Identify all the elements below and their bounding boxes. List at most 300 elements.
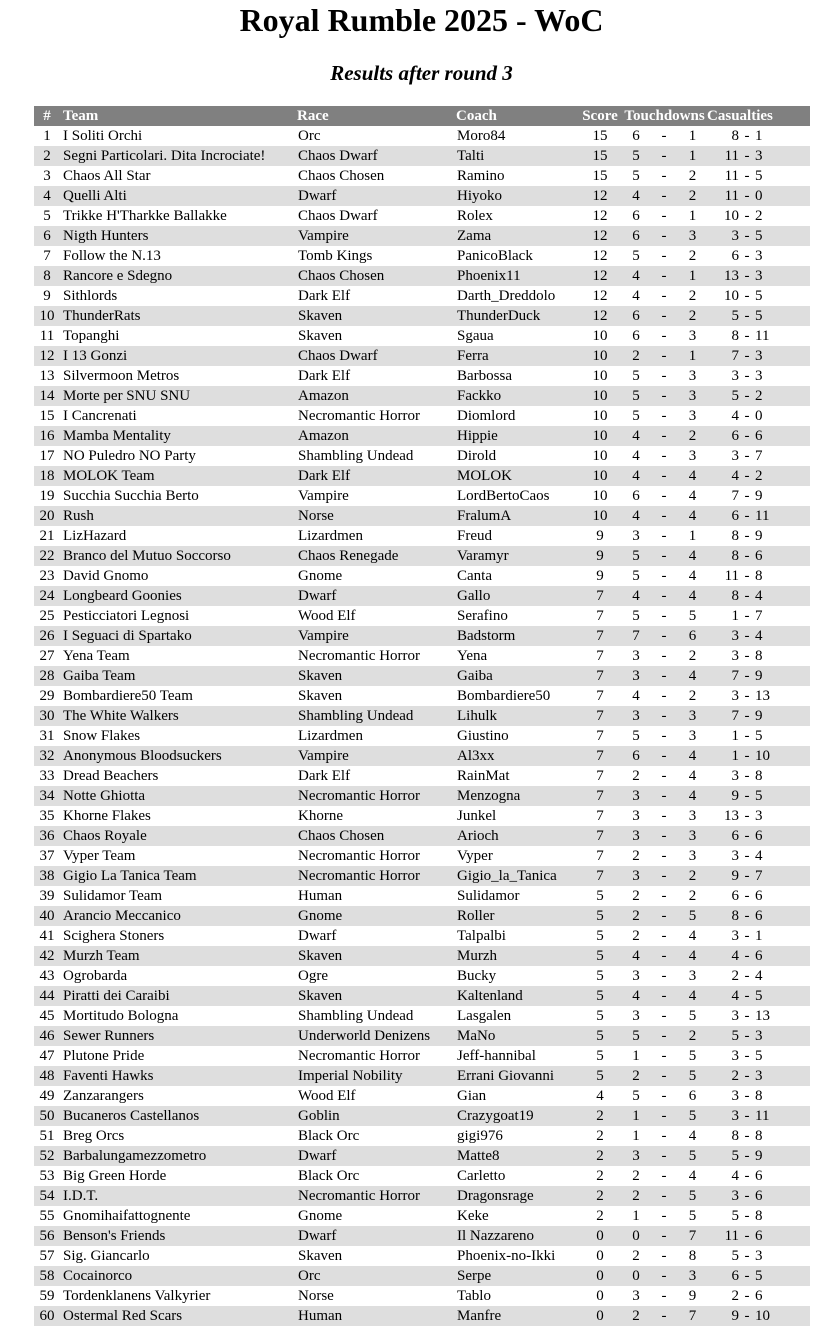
race-cell: Vampire xyxy=(298,628,349,644)
touchdowns-against-cell: 4 xyxy=(688,508,697,524)
score-cell: 9 xyxy=(596,568,604,584)
casualties-against-cell: 9 xyxy=(755,528,763,544)
touchdowns-against-cell: 1 xyxy=(688,348,697,364)
score-cell: 15 xyxy=(592,148,608,164)
touchdowns-separator: - xyxy=(661,268,667,284)
race-cell: Shambling Undead xyxy=(298,448,414,464)
coach-cell: Talti xyxy=(457,148,485,164)
header-touchdowns: Touchdowns xyxy=(624,107,705,124)
touchdowns-against-cell: 4 xyxy=(688,748,697,764)
casualties-against-cell: 3 xyxy=(755,348,763,364)
touchdowns-separator: - xyxy=(661,428,667,444)
touchdowns-separator: - xyxy=(661,628,667,644)
touchdowns-against-cell: 4 xyxy=(688,668,697,684)
team-cell: Big Green Horde xyxy=(63,1168,167,1184)
casualties-separator: - xyxy=(744,908,750,924)
touchdowns-for-cell: 5 xyxy=(632,408,640,424)
casualties-for-cell: 4 xyxy=(731,1168,740,1184)
team-cell: Murzh Team xyxy=(63,948,140,964)
table-row xyxy=(34,606,810,626)
touchdowns-against-cell: 5 xyxy=(688,1208,697,1224)
touchdowns-separator: - xyxy=(661,1268,667,1284)
touchdowns-against-cell: 5 xyxy=(688,1068,697,1084)
coach-cell: Gian xyxy=(457,1088,487,1104)
rank-cell: 42 xyxy=(39,948,55,964)
casualties-for-cell: 5 xyxy=(731,308,740,324)
race-cell: Chaos Dwarf xyxy=(298,348,378,364)
coach-cell: LordBertoCaos xyxy=(457,488,550,504)
team-cell: Pesticciatori Legnosi xyxy=(63,608,190,624)
touchdowns-for-cell: 2 xyxy=(632,1308,640,1324)
race-cell: Orc xyxy=(298,1268,321,1284)
touchdowns-for-cell: 4 xyxy=(632,448,640,464)
touchdowns-for-cell: 4 xyxy=(632,468,640,484)
coach-cell: MOLOK xyxy=(457,468,512,484)
casualties-separator: - xyxy=(744,948,750,964)
rank-cell: 54 xyxy=(39,1188,55,1204)
casualties-separator: - xyxy=(744,1268,750,1284)
table-row xyxy=(34,1126,810,1146)
touchdowns-for-cell: 0 xyxy=(632,1228,640,1244)
touchdowns-separator: - xyxy=(661,848,667,864)
results-table xyxy=(34,106,810,1326)
team-cell: Bucaneros Castellanos xyxy=(63,1108,200,1124)
casualties-against-cell: 6 xyxy=(755,1228,763,1244)
casualties-for-cell: 7 xyxy=(731,668,740,684)
score-cell: 9 xyxy=(596,528,604,544)
table-row xyxy=(34,1146,810,1166)
table-row xyxy=(34,706,810,726)
table-row xyxy=(34,426,810,446)
score-cell: 2 xyxy=(596,1168,604,1184)
casualties-for-cell: 8 xyxy=(731,908,740,924)
team-cell: Breg Orcs xyxy=(63,1128,125,1144)
table-row xyxy=(34,446,810,466)
race-cell: Shambling Undead xyxy=(298,1008,414,1024)
casualties-separator: - xyxy=(744,1188,750,1204)
touchdowns-for-cell: 7 xyxy=(632,628,640,644)
touchdowns-separator: - xyxy=(661,948,667,964)
score-cell: 5 xyxy=(596,1048,604,1064)
touchdowns-against-cell: 4 xyxy=(688,588,697,604)
score-cell: 7 xyxy=(596,788,604,804)
touchdowns-against-cell: 4 xyxy=(688,468,697,484)
casualties-against-cell: 1 xyxy=(755,928,763,944)
team-cell: Nigth Hunters xyxy=(63,228,149,244)
score-cell: 5 xyxy=(596,1028,604,1044)
team-cell: The White Walkers xyxy=(63,708,179,724)
casualties-for-cell: 13 xyxy=(724,268,740,284)
coach-cell: Serafino xyxy=(457,608,508,624)
coach-cell: Matte8 xyxy=(457,1148,500,1164)
header-casualties: Casualties xyxy=(707,107,773,124)
touchdowns-for-cell: 3 xyxy=(632,708,640,724)
touchdowns-for-cell: 5 xyxy=(632,548,640,564)
rank-cell: 26 xyxy=(39,628,55,644)
casualties-against-cell: 7 xyxy=(755,868,763,884)
touchdowns-against-cell: 2 xyxy=(688,868,697,884)
touchdowns-against-cell: 3 xyxy=(688,808,697,824)
casualties-separator: - xyxy=(744,1008,750,1024)
rank-cell: 59 xyxy=(39,1288,55,1304)
casualties-against-cell: 5 xyxy=(755,788,763,804)
table-row xyxy=(34,1186,810,1206)
casualties-separator: - xyxy=(744,188,750,204)
team-cell: Chaos All Star xyxy=(63,168,151,184)
team-cell: Silvermoon Metros xyxy=(63,368,180,384)
coach-cell: Badstorm xyxy=(457,628,516,644)
score-cell: 7 xyxy=(596,848,604,864)
table-row xyxy=(34,866,810,886)
touchdowns-against-cell: 7 xyxy=(688,1228,697,1244)
header-rank: # xyxy=(43,107,51,124)
rank-cell: 33 xyxy=(39,768,55,784)
coach-cell: Talpalbi xyxy=(457,928,506,944)
score-cell: 7 xyxy=(596,588,604,604)
team-cell: Segni Particolari. Dita Incrociate! xyxy=(63,148,266,164)
score-cell: 0 xyxy=(596,1308,604,1324)
table-row xyxy=(34,966,810,986)
race-cell: Chaos Chosen xyxy=(298,828,385,844)
race-cell: Skaven xyxy=(298,948,343,964)
team-cell: Sithlords xyxy=(63,288,118,304)
rank-cell: 18 xyxy=(39,468,55,484)
casualties-against-cell: 2 xyxy=(755,208,763,224)
table-row xyxy=(34,506,810,526)
casualties-against-cell: 10 xyxy=(755,748,771,764)
touchdowns-for-cell: 6 xyxy=(632,208,640,224)
casualties-for-cell: 3 xyxy=(731,1008,740,1024)
casualties-separator: - xyxy=(744,1108,750,1124)
casualties-separator: - xyxy=(744,788,750,804)
casualties-against-cell: 13 xyxy=(755,1008,771,1024)
table-row xyxy=(34,546,810,566)
casualties-for-cell: 6 xyxy=(731,508,740,524)
race-cell: Orc xyxy=(298,128,321,144)
rank-cell: 6 xyxy=(43,228,51,244)
casualties-for-cell: 7 xyxy=(731,708,740,724)
team-cell: Yena Team xyxy=(63,648,130,664)
touchdowns-for-cell: 6 xyxy=(632,128,640,144)
casualties-against-cell: 3 xyxy=(755,808,763,824)
rank-cell: 27 xyxy=(39,648,55,664)
race-cell: Skaven xyxy=(298,688,343,704)
casualties-separator: - xyxy=(744,608,750,624)
casualties-against-cell: 5 xyxy=(755,1268,763,1284)
race-cell: Black Orc xyxy=(298,1168,360,1184)
score-cell: 10 xyxy=(592,508,608,524)
touchdowns-against-cell: 2 xyxy=(688,648,697,664)
team-cell: Dread Beachers xyxy=(63,768,159,784)
race-cell: Skaven xyxy=(298,328,343,344)
rank-cell: 11 xyxy=(39,328,55,344)
rank-cell: 9 xyxy=(43,288,51,304)
touchdowns-for-cell: 4 xyxy=(632,948,640,964)
table-row xyxy=(34,386,810,406)
score-cell: 7 xyxy=(596,728,604,744)
coach-cell: Canta xyxy=(457,568,492,584)
touchdowns-separator: - xyxy=(661,1208,667,1224)
touchdowns-separator: - xyxy=(661,188,667,204)
casualties-separator: - xyxy=(744,368,750,384)
touchdowns-against-cell: 3 xyxy=(688,848,697,864)
touchdowns-separator: - xyxy=(661,1308,667,1324)
casualties-for-cell: 9 xyxy=(731,1308,740,1324)
race-cell: Lizardmen xyxy=(298,728,363,744)
score-cell: 0 xyxy=(596,1288,604,1304)
table-row xyxy=(34,786,810,806)
touchdowns-against-cell: 4 xyxy=(688,768,697,784)
table-row xyxy=(34,986,810,1006)
touchdowns-separator: - xyxy=(661,1068,667,1084)
race-cell: Human xyxy=(298,888,343,904)
score-cell: 7 xyxy=(596,608,604,624)
casualties-for-cell: 4 xyxy=(731,988,740,1004)
casualties-for-cell: 3 xyxy=(731,1188,740,1204)
casualties-against-cell: 3 xyxy=(755,1068,763,1084)
score-cell: 7 xyxy=(596,628,604,644)
coach-cell: PanicoBlack xyxy=(457,248,533,264)
race-cell: Skaven xyxy=(298,988,343,1004)
touchdowns-against-cell: 9 xyxy=(688,1288,697,1304)
score-cell: 2 xyxy=(596,1128,604,1144)
page-title: Royal Rumble 2025 - WoC xyxy=(239,2,604,38)
coach-cell: gigi976 xyxy=(457,1128,503,1144)
casualties-for-cell: 2 xyxy=(731,1288,740,1304)
rank-cell: 39 xyxy=(39,888,55,904)
touchdowns-against-cell: 4 xyxy=(688,488,697,504)
score-cell: 7 xyxy=(596,748,604,764)
casualties-separator: - xyxy=(744,248,750,264)
team-cell: Ostermal Red Scars xyxy=(63,1308,183,1324)
casualties-separator: - xyxy=(744,668,750,684)
casualties-against-cell: 3 xyxy=(755,1028,763,1044)
coach-cell: Murzh xyxy=(457,948,497,964)
touchdowns-for-cell: 5 xyxy=(632,608,640,624)
team-cell: I Cancrenati xyxy=(63,408,137,424)
casualties-separator: - xyxy=(744,448,750,464)
table-row xyxy=(34,566,810,586)
touchdowns-against-cell: 3 xyxy=(688,228,697,244)
score-cell: 12 xyxy=(592,228,608,244)
touchdowns-separator: - xyxy=(661,468,667,484)
coach-cell: Ferra xyxy=(457,348,489,364)
casualties-against-cell: 7 xyxy=(755,608,763,624)
rank-cell: 23 xyxy=(39,568,55,584)
touchdowns-separator: - xyxy=(661,608,667,624)
touchdowns-against-cell: 3 xyxy=(688,388,697,404)
casualties-against-cell: 5 xyxy=(755,1048,763,1064)
casualties-against-cell: 3 xyxy=(755,268,763,284)
casualties-against-cell: 1 xyxy=(755,128,763,144)
team-cell: MOLOK Team xyxy=(63,468,155,484)
score-cell: 5 xyxy=(596,888,604,904)
touchdowns-separator: - xyxy=(661,1188,667,1204)
casualties-against-cell: 8 xyxy=(755,648,763,664)
table-row xyxy=(34,1066,810,1086)
team-cell: Faventi Hawks xyxy=(63,1068,154,1084)
casualties-separator: - xyxy=(744,708,750,724)
coach-cell: Gigio_la_Tanica xyxy=(457,868,557,884)
touchdowns-for-cell: 4 xyxy=(632,588,640,604)
touchdowns-against-cell: 3 xyxy=(688,728,697,744)
rank-cell: 16 xyxy=(39,428,55,444)
race-cell: Human xyxy=(298,1308,343,1324)
table-row xyxy=(34,266,810,286)
team-cell: Branco del Mutuo Soccorso xyxy=(63,548,231,564)
race-cell: Ogre xyxy=(298,968,328,984)
score-cell: 12 xyxy=(592,248,608,264)
race-cell: Chaos Renegade xyxy=(298,548,399,564)
team-cell: NO Puledro NO Party xyxy=(63,448,196,464)
table-row xyxy=(34,1226,810,1246)
team-cell: Arancio Meccanico xyxy=(63,908,181,924)
casualties-for-cell: 3 xyxy=(731,1088,740,1104)
coach-cell: Gaiba xyxy=(457,668,493,684)
table-row xyxy=(34,746,810,766)
touchdowns-for-cell: 2 xyxy=(632,1188,640,1204)
coach-cell: Hiyoko xyxy=(457,188,502,204)
casualties-for-cell: 2 xyxy=(731,1068,740,1084)
touchdowns-against-cell: 5 xyxy=(688,608,697,624)
casualties-separator: - xyxy=(744,928,750,944)
touchdowns-for-cell: 3 xyxy=(632,868,640,884)
score-cell: 7 xyxy=(596,828,604,844)
table-row xyxy=(34,1026,810,1046)
race-cell: Vampire xyxy=(298,488,349,504)
race-cell: Norse xyxy=(298,508,334,524)
rank-cell: 7 xyxy=(43,248,51,264)
touchdowns-for-cell: 2 xyxy=(632,1168,640,1184)
touchdowns-separator: - xyxy=(661,648,667,664)
touchdowns-for-cell: 3 xyxy=(632,1148,640,1164)
casualties-separator: - xyxy=(744,548,750,564)
touchdowns-separator: - xyxy=(661,368,667,384)
touchdowns-against-cell: 2 xyxy=(688,308,697,324)
casualties-against-cell: 9 xyxy=(755,668,763,684)
casualties-for-cell: 5 xyxy=(731,1148,740,1164)
coach-cell: ThunderDuck xyxy=(457,308,541,324)
race-cell: Chaos Dwarf xyxy=(298,208,378,224)
coach-cell: MaNo xyxy=(457,1028,496,1044)
touchdowns-for-cell: 4 xyxy=(632,288,640,304)
casualties-against-cell: 6 xyxy=(755,548,763,564)
rank-cell: 22 xyxy=(39,548,55,564)
casualties-for-cell: 1 xyxy=(731,728,740,744)
touchdowns-separator: - xyxy=(661,488,667,504)
casualties-separator: - xyxy=(744,1208,750,1224)
table-row xyxy=(34,286,810,306)
team-cell: Longbeard Goonies xyxy=(63,588,182,604)
casualties-for-cell: 4 xyxy=(731,468,740,484)
casualties-separator: - xyxy=(744,148,750,164)
touchdowns-against-cell: 5 xyxy=(688,1048,697,1064)
score-cell: 5 xyxy=(596,928,604,944)
score-cell: 5 xyxy=(596,968,604,984)
rank-cell: 40 xyxy=(39,908,55,924)
touchdowns-against-cell: 6 xyxy=(688,628,697,644)
score-cell: 2 xyxy=(596,1208,604,1224)
casualties-against-cell: 0 xyxy=(755,188,763,204)
race-cell: Dwarf xyxy=(298,928,337,944)
casualties-against-cell: 11 xyxy=(755,508,770,524)
race-cell: Necromantic Horror xyxy=(298,788,421,804)
touchdowns-separator: - xyxy=(661,1088,667,1104)
casualties-for-cell: 8 xyxy=(731,588,740,604)
rank-cell: 44 xyxy=(39,988,55,1004)
coach-cell: Yena xyxy=(457,648,488,664)
casualties-against-cell: 6 xyxy=(755,828,763,844)
touchdowns-separator: - xyxy=(661,1128,667,1144)
coach-cell: Diomlord xyxy=(457,408,516,424)
casualties-separator: - xyxy=(744,768,750,784)
casualties-for-cell: 11 xyxy=(724,1228,740,1244)
table-row xyxy=(34,686,810,706)
rank-cell: 3 xyxy=(43,168,51,184)
casualties-separator: - xyxy=(744,488,750,504)
casualties-separator: - xyxy=(744,168,750,184)
team-cell: Follow the N.13 xyxy=(63,248,161,264)
race-cell: Necromantic Horror xyxy=(298,848,421,864)
coach-cell: Sgaua xyxy=(457,328,494,344)
touchdowns-for-cell: 4 xyxy=(632,268,640,284)
table-row xyxy=(34,826,810,846)
coach-cell: RainMat xyxy=(457,768,510,784)
casualties-for-cell: 6 xyxy=(731,428,740,444)
score-cell: 5 xyxy=(596,908,604,924)
casualties-for-cell: 9 xyxy=(731,788,740,804)
table-row xyxy=(34,126,810,146)
team-cell: Ogrobarda xyxy=(63,968,128,984)
touchdowns-against-cell: 3 xyxy=(688,968,697,984)
rank-cell: 15 xyxy=(39,408,55,424)
rank-cell: 53 xyxy=(39,1168,55,1184)
casualties-separator: - xyxy=(744,1048,750,1064)
casualties-separator: - xyxy=(744,588,750,604)
casualties-separator: - xyxy=(744,1128,750,1144)
casualties-for-cell: 8 xyxy=(731,528,740,544)
score-cell: 10 xyxy=(592,408,608,424)
casualties-against-cell: 11 xyxy=(755,1108,770,1124)
team-cell: Cocainorco xyxy=(63,1268,133,1284)
touchdowns-against-cell: 2 xyxy=(688,688,697,704)
race-cell: Goblin xyxy=(298,1108,340,1124)
table-row xyxy=(34,226,810,246)
score-cell: 5 xyxy=(596,1068,604,1084)
touchdowns-separator: - xyxy=(661,1288,667,1304)
casualties-separator: - xyxy=(744,1248,750,1264)
casualties-for-cell: 8 xyxy=(731,128,740,144)
team-cell: Snow Flakes xyxy=(63,728,141,744)
casualties-against-cell: 9 xyxy=(755,708,763,724)
score-cell: 10 xyxy=(592,368,608,384)
touchdowns-against-cell: 1 xyxy=(688,148,697,164)
rank-cell: 28 xyxy=(39,668,55,684)
casualties-against-cell: 6 xyxy=(755,908,763,924)
coach-cell: Errani Giovanni xyxy=(457,1068,555,1084)
coach-cell: Arioch xyxy=(457,828,499,844)
header-team: Team xyxy=(63,107,99,124)
score-cell: 10 xyxy=(592,488,608,504)
casualties-for-cell: 4 xyxy=(731,408,740,424)
touchdowns-against-cell: 2 xyxy=(688,248,697,264)
touchdowns-for-cell: 4 xyxy=(632,988,640,1004)
table-row xyxy=(34,1106,810,1126)
casualties-separator: - xyxy=(744,128,750,144)
touchdowns-against-cell: 5 xyxy=(688,1108,697,1124)
team-cell: I.D.T. xyxy=(63,1188,99,1204)
score-cell: 10 xyxy=(592,468,608,484)
